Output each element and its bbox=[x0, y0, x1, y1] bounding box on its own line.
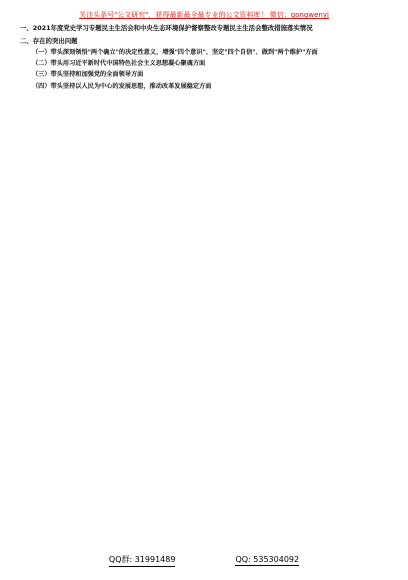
section-heading: 一、2021年度党史学习专题民主生活会和中央生态环境保护督察整改专题民主生活会整改措施落实情况 bbox=[20, 24, 313, 32]
footer-qq: QQ: 535304092 bbox=[235, 555, 300, 564]
footer-bar bbox=[0, 550, 408, 570]
subsection-heading: （二）带头用习近平新时代中国特色社会主义思想凝心聚魂方面 bbox=[32, 60, 206, 68]
subsection-heading: （三）带头坚持和加强党的全面领导方面 bbox=[32, 71, 144, 79]
document-body bbox=[20, 24, 388, 91]
section-heading: 二、存在的突出问题 bbox=[20, 36, 78, 45]
subsection-heading: （一）带头深刻领悟"两个确立"的决定性意义，增强"四个意识"、坚定"四个自信"、做到"两个维护"方面 bbox=[32, 49, 318, 56]
footer-qq-group: QQ群: 31991489 bbox=[109, 553, 176, 567]
subsection-heading: （四）带头坚持以人民为中心的发展思想，推动改革发展稳定方面 bbox=[32, 82, 212, 90]
header-notice-link[interactable]: 关注头条号"公文研究"，获得最新最全最专业的公文资料库！ 微信：gongwenyj bbox=[79, 11, 329, 19]
